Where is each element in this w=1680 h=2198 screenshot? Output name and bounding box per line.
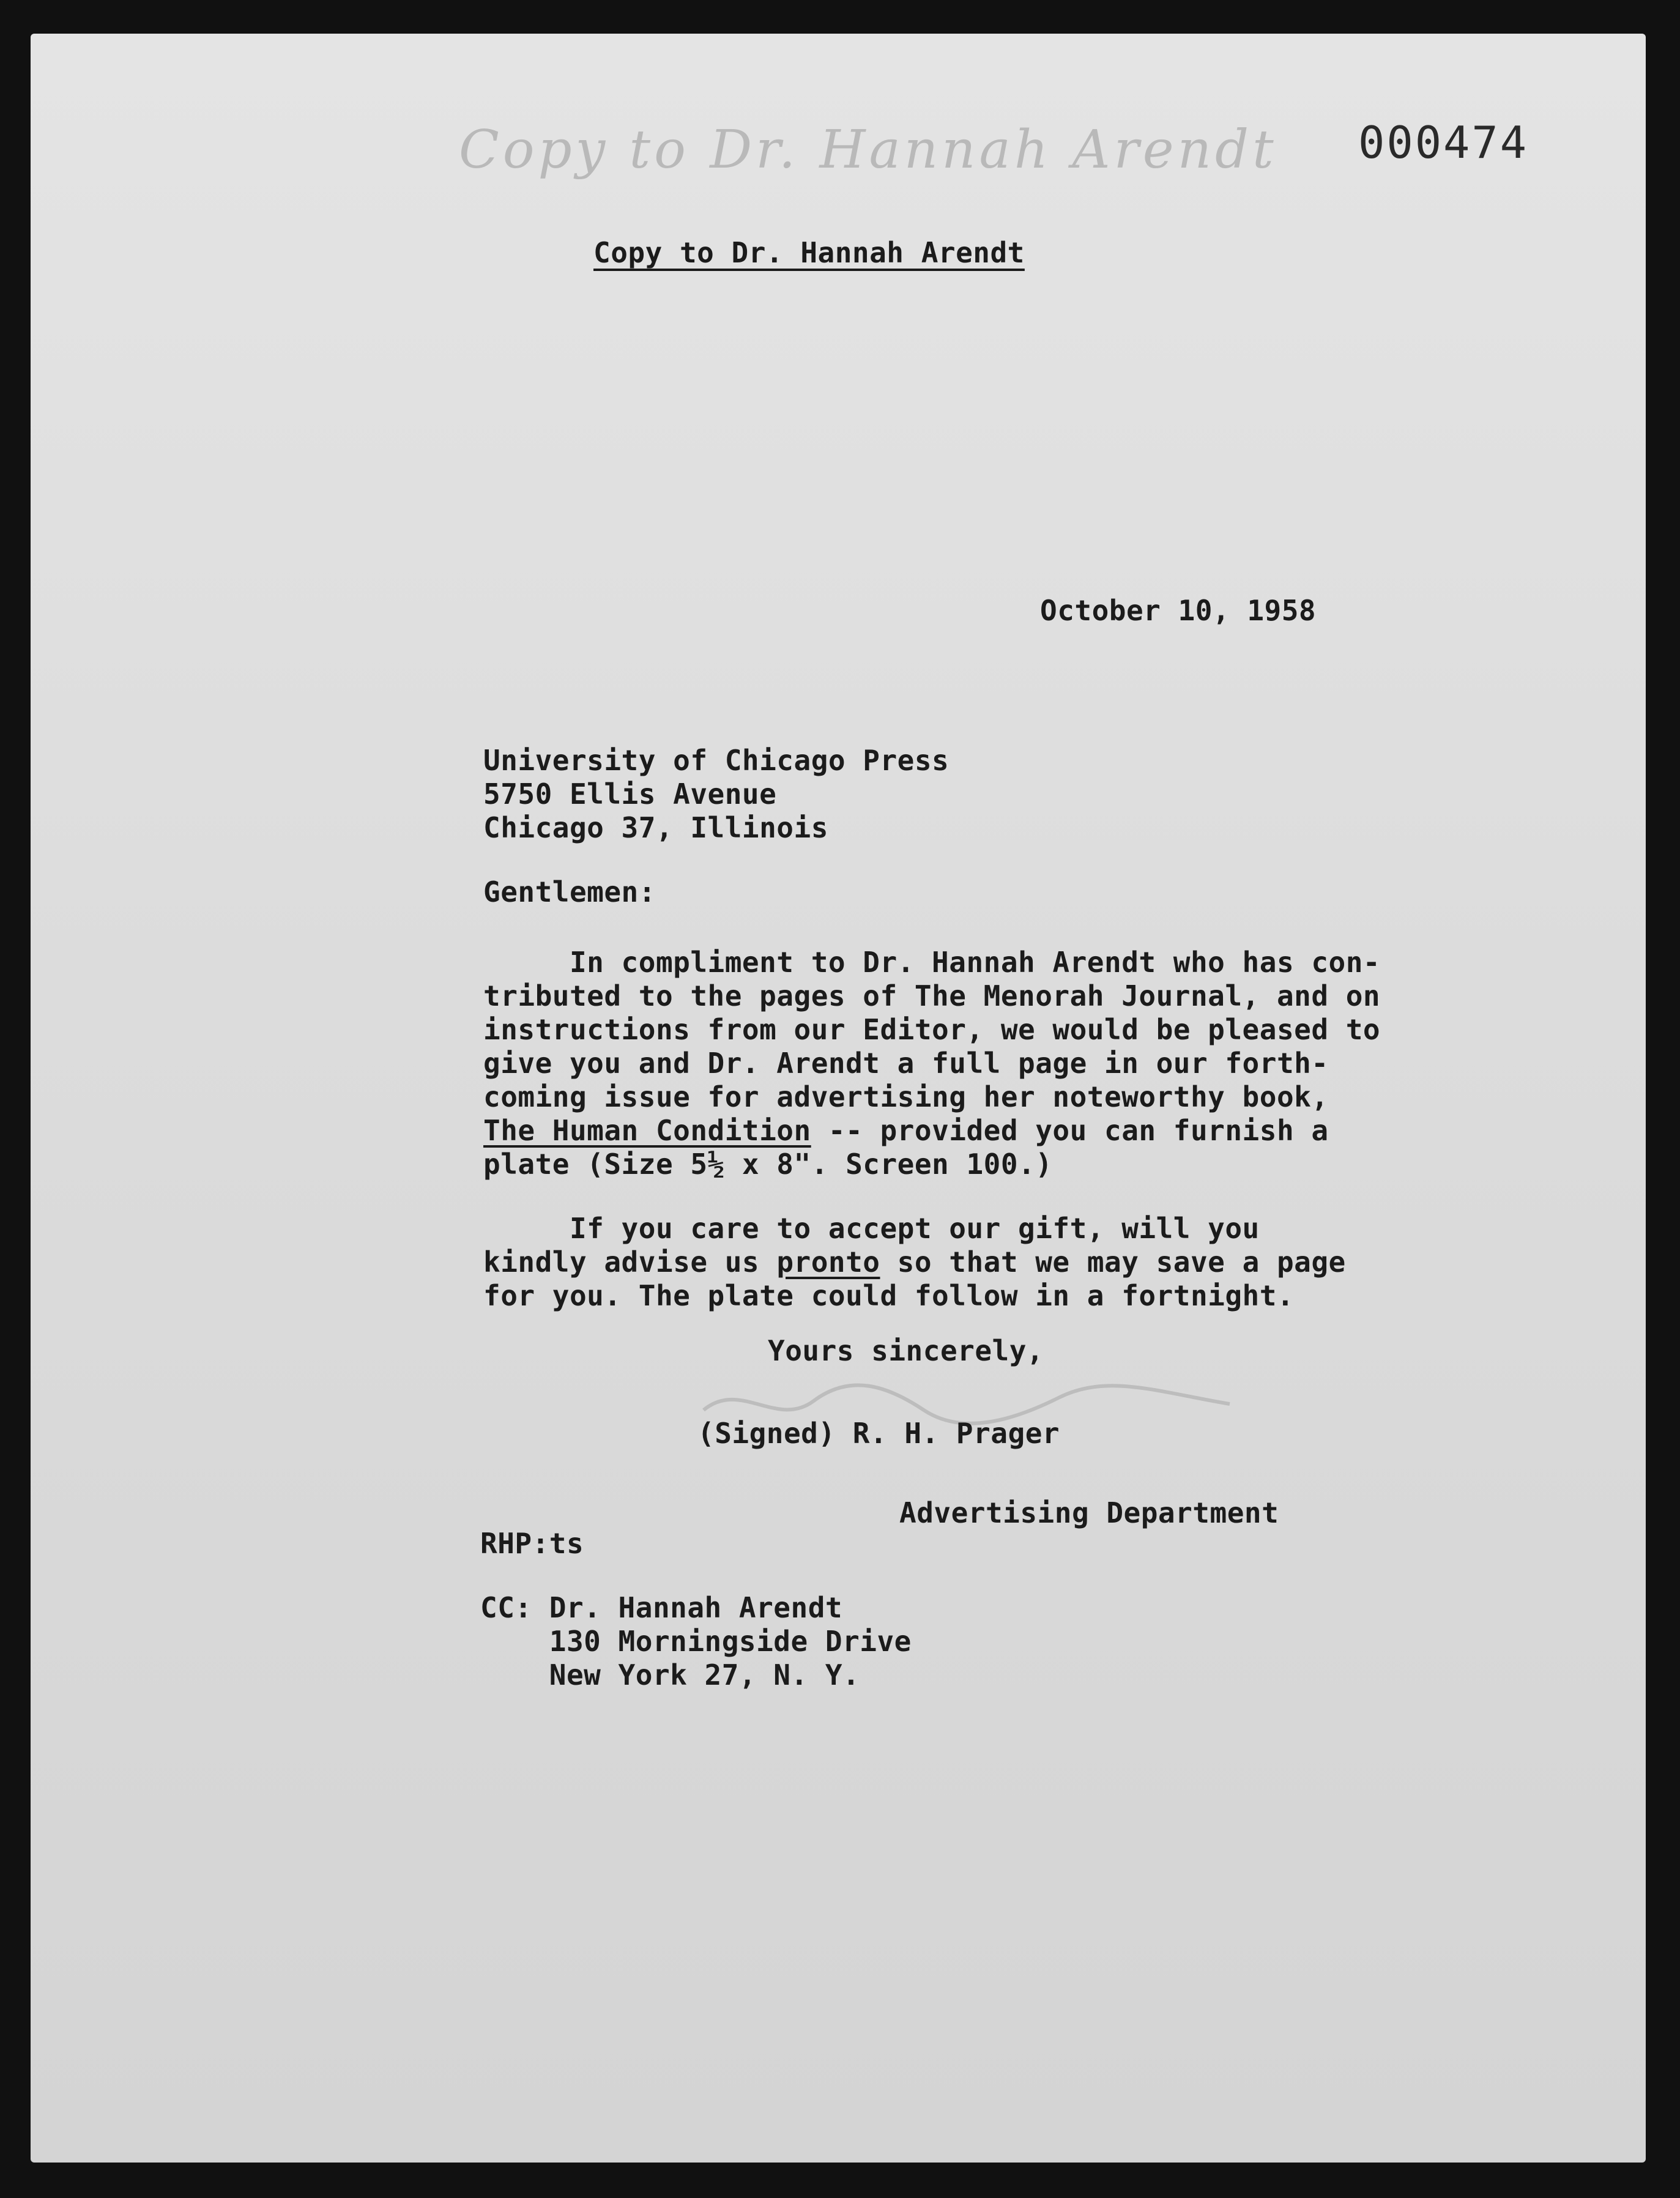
closing: Yours sincerely,: [768, 1334, 1044, 1367]
book-title: The Human Condition: [483, 1114, 811, 1147]
salutation: Gentlemen:: [483, 875, 656, 908]
paragraph-1-line-6-rest: -- provided you can furnish a: [811, 1114, 1329, 1147]
paragraph-1-line-7: plate (Size 5½ x 8". Screen 100.): [483, 1148, 1053, 1181]
typist-initials: RHP:ts: [480, 1527, 584, 1560]
department: Advertising Department: [899, 1496, 1279, 1529]
cc-line-1: CC: Dr. Hannah Arendt: [480, 1591, 843, 1624]
letter-date: October 10, 1958: [1040, 594, 1317, 627]
document-number: 000474: [1358, 117, 1529, 168]
letter-page: [31, 34, 1646, 2163]
underlined-word-pronto: pronto: [776, 1246, 880, 1279]
paragraph-2-line-3: for you. The plate could follow in a fortnight.: [483, 1279, 1295, 1312]
recipient-line-1: University of Chicago Press: [483, 744, 950, 777]
recipient-line-3: Chicago 37, Illinois: [483, 811, 828, 844]
paragraph-1-line-6: [483, 1113, 1329, 1148]
cc-line-2: 130 Morningside Drive: [480, 1625, 912, 1658]
paragraph-1-line-4: give you and Dr. Arendt a full page in our forth-: [483, 1047, 1329, 1080]
cc-line-3: New York 27, N. Y.: [480, 1658, 860, 1691]
paragraph-2-line-2-start: kindly advise us: [483, 1246, 777, 1279]
paragraph-1-line-2: tributed to the pages of The Menorah Journal, and on: [483, 979, 1381, 1012]
pencil-annotation: Copy to Dr. Hannah Arendt: [459, 119, 1277, 180]
paragraph-2-line-2: [483, 1245, 1346, 1279]
paragraph-1-line-3: instructions from our Editor, we would be pleased to: [483, 1013, 1381, 1046]
paragraph-1-line-1: In compliment to Dr. Hannah Arendt who has con-: [483, 946, 1381, 979]
recipient-line-2: 5750 Ellis Avenue: [483, 778, 777, 811]
signature-line: (Signed) R. H. Prager: [697, 1417, 1060, 1450]
paragraph-2-line-2-rest: so that we may save a page: [880, 1246, 1346, 1279]
paragraph-2-line-1: If you care to accept our gift, will you: [483, 1212, 1260, 1245]
paragraph-1-line-5: coming issue for advertising her noteworthy book,: [483, 1080, 1329, 1113]
copy-to-heading: Copy to Dr. Hannah Arendt: [593, 236, 1025, 269]
